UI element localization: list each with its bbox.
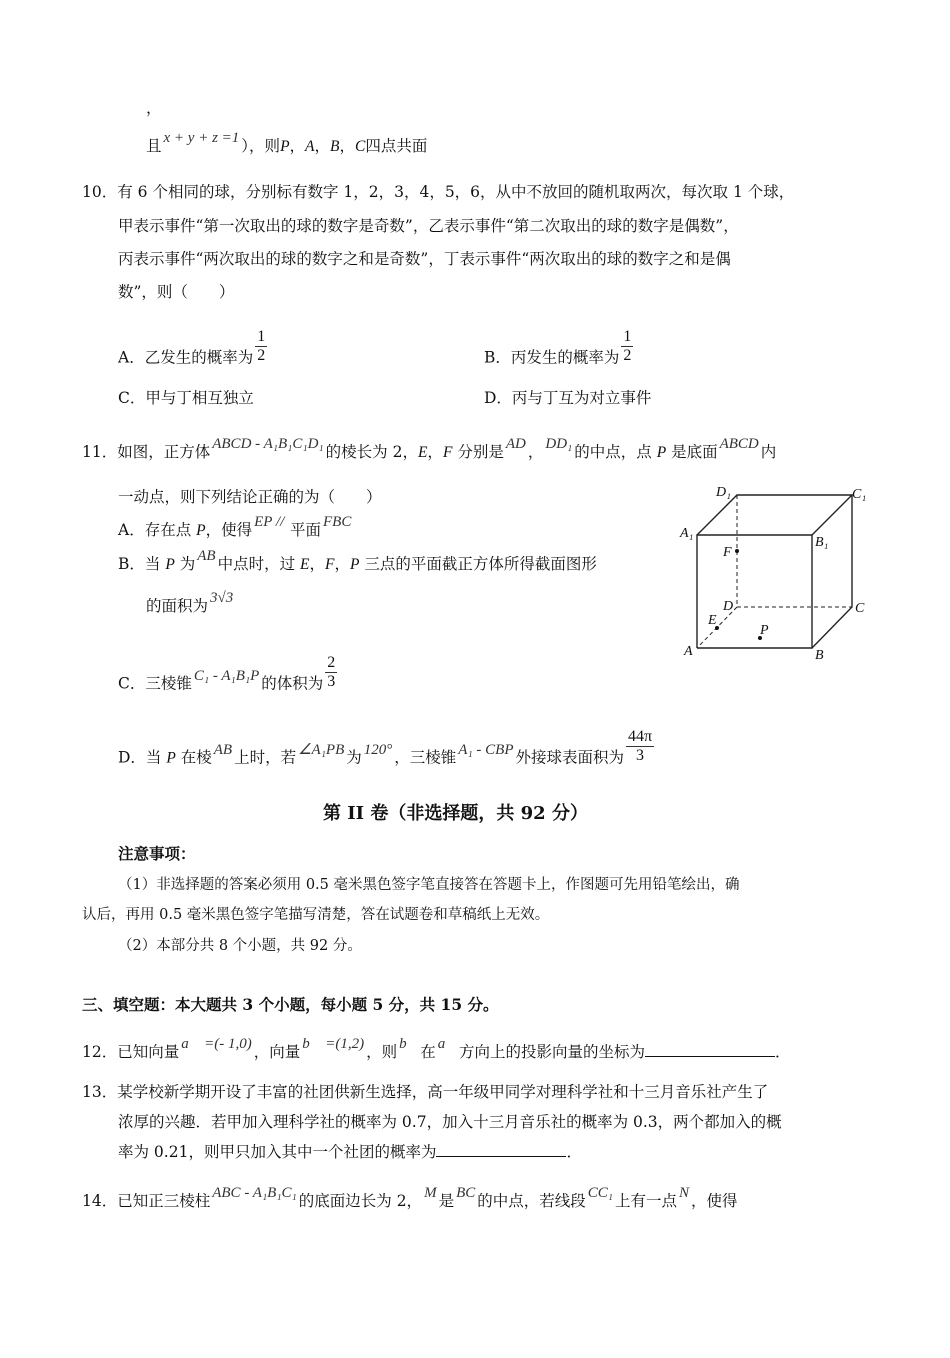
text: 中点时，过 (217, 555, 300, 573)
text: D．丙与丁互为对立事件 (484, 389, 652, 407)
math-expression: b⃗ (399, 1036, 419, 1052)
label-A: A (684, 644, 693, 659)
text: 上时，若 (234, 748, 297, 767)
q13 (118, 1112, 782, 1132)
text: 注意事项： (118, 844, 196, 863)
text: 的中点，点 (574, 443, 657, 461)
math-expression: 3√3 (210, 590, 234, 606)
label-D: D (723, 599, 734, 614)
math-expression: N (679, 1185, 690, 1201)
denominator: 3 (327, 673, 336, 690)
label-B: B (815, 648, 824, 663)
note-1 (82, 905, 549, 925)
q11-option-b (146, 590, 235, 617)
q13 (82, 1082, 768, 1102)
denominator: 3 (636, 747, 645, 764)
text: ），则 (241, 137, 281, 155)
q10-option-b (484, 328, 633, 377)
text: 三、填空题：本大题共 3 个小题，每小题 5 分，共 15 分。 (82, 995, 499, 1014)
text: ， (309, 555, 325, 573)
label-P: P (760, 623, 769, 638)
q10-stem (82, 182, 794, 202)
math-expression: DD₁ (545, 436, 573, 452)
text: 是 (438, 1192, 455, 1210)
text: 四点共面 (365, 137, 428, 155)
math-var: F (324, 556, 335, 573)
text: （2）本部分共 8 个小题，共 92 分。 (118, 938, 362, 954)
math-expression: ABCD - A₁B₁C₁D₁ (212, 436, 324, 452)
math-expression: EP // (254, 514, 288, 530)
text: ，三棱锥 (394, 748, 457, 767)
text: 13．某学校新学期开设了丰富的社团供新生选择，高一年级甲同学对理科学社和十三月音乐社产生了 (82, 1083, 769, 1101)
text: 的体积为 (261, 674, 324, 693)
text: 内 (760, 443, 777, 461)
text: 是底面 (666, 443, 718, 461)
q10-option-a (118, 328, 267, 377)
text: （1）非选择题的答案必须用 0.5 毫米黑色签字笔直接答在答题卡上，作图题可先用铅笔绘出，确 (118, 877, 740, 893)
math-var: E (300, 556, 310, 573)
text: 10．有 6 个相同的球，分别标有数字 1，2，3，4，5，6，从中不放回的随机取两次，每次取 1 个球， (82, 183, 795, 201)
text: B．丙发生的概率为 (484, 348, 620, 367)
math-var: F (442, 444, 453, 461)
text: ，使得 (205, 521, 253, 539)
text: 一动点，则下列结论正确的为（ ） (118, 488, 382, 506)
text: 数”，则（ ） (118, 283, 235, 301)
q12 (82, 1036, 791, 1063)
math-expression: ∠A₁PB (298, 741, 345, 758)
q10-stem (118, 216, 739, 236)
text: 的面积为 (146, 597, 209, 615)
math-var: P (349, 556, 360, 573)
text: 甲表示事件“第一次取出的球的数字是奇数”，乙表示事件“第二次取出的球的数字是偶数”， (118, 217, 739, 235)
stray-comma (146, 98, 162, 118)
text: 为 (174, 555, 196, 573)
q10-stem (118, 249, 731, 269)
text: A．乙发生的概率为 (118, 348, 254, 367)
answer-blank (645, 1042, 775, 1057)
q10-option-c (118, 388, 254, 408)
fraction (621, 328, 633, 365)
text: B．当 (118, 555, 166, 573)
note-1 (118, 875, 740, 895)
text: 在 (420, 1043, 436, 1061)
text: A．存在点 (118, 521, 197, 539)
math-var: E (417, 444, 428, 461)
text: C．甲与丁相互独立 (118, 389, 254, 407)
numerator: 2 (327, 654, 336, 671)
text: 方向上的投影向量的坐标为 (458, 1043, 645, 1061)
text: 14．已知正三棱柱 (82, 1192, 211, 1210)
math-expression: M (424, 1185, 437, 1201)
math-expression: ABCD (719, 436, 759, 452)
math-var: P (656, 444, 667, 461)
label-E: E (708, 613, 717, 628)
section-heading (82, 995, 499, 1015)
math-expression: b⃗ =(1,2) (302, 1036, 365, 1052)
text: 平面 (290, 521, 322, 539)
math-expression: BC (456, 1185, 476, 1201)
text: 11．如图，正方体 (82, 443, 211, 461)
math-expression: x + y + z =1 (163, 130, 240, 146)
text: 浓厚的兴趣．若甲加入理科学社的概率为 0.7，加入十三月音乐社的概率为 0.3，两个都加入的概 (118, 1113, 782, 1131)
cube-figure (670, 478, 880, 668)
math-var: P (280, 138, 290, 155)
label-B1: B₁ (815, 535, 829, 550)
math-var: B (330, 138, 340, 155)
math-var: C (355, 138, 366, 155)
text: ，则 (366, 1043, 398, 1061)
q11-stem (118, 487, 382, 507)
notes-heading (118, 844, 196, 864)
label-C: C (855, 601, 865, 616)
denominator: 2 (257, 347, 266, 364)
q11-option-c (118, 654, 337, 703)
math-var: P (166, 749, 176, 767)
q9-option-text (146, 130, 428, 157)
fraction (325, 654, 337, 691)
q14 (82, 1185, 738, 1212)
text: 率为 0.21，则甲只加入其中一个社团的概率为 (118, 1143, 437, 1161)
q10-option-d (484, 388, 651, 408)
fraction (255, 328, 267, 365)
math-expression: 120° (363, 741, 393, 758)
text: 的底面边长为 2， (298, 1192, 423, 1210)
text: ． (774, 1043, 791, 1061)
math-expression: AB (197, 548, 216, 564)
text: 的中点，若线段 (477, 1192, 586, 1210)
label-F: F (723, 545, 732, 560)
text: 分别是 (452, 443, 504, 461)
text: ． (566, 1143, 582, 1161)
q11-option-a (118, 514, 353, 541)
text: D．当 (118, 748, 167, 767)
text: 第 II 卷（非选择题，共 92 分） (323, 803, 588, 824)
text: 认后，再用 0.5 毫米黑色签字笔描写清楚，答在试题卷和草稿纸上无效。 (82, 907, 550, 923)
math-var: A (305, 138, 315, 155)
text: 12．已知向量 (82, 1043, 180, 1061)
q10-stem (118, 282, 234, 302)
math-expression: ABC - A₁B₁C₁ (212, 1185, 297, 1201)
text: C．三棱锥 (118, 674, 192, 693)
numerator: 1 (257, 328, 266, 345)
text: ，使得 (691, 1192, 738, 1210)
denominator: 2 (623, 347, 632, 364)
math-expression: C₁ - A₁B₁P (193, 667, 260, 684)
q11-stem (82, 436, 777, 463)
text: ， (339, 137, 356, 155)
text: ， (289, 137, 306, 155)
numerator: 44π (628, 728, 653, 745)
text: 外接球表面积为 (515, 748, 625, 767)
text: 在棱 (175, 748, 212, 767)
text: 为 (346, 748, 362, 767)
text: ， (427, 443, 443, 461)
text: ， (527, 443, 544, 461)
text: ， (146, 99, 162, 117)
text: ，向量 (253, 1043, 301, 1061)
q13 (118, 1142, 582, 1162)
text: ， (314, 137, 331, 155)
math-expression: a⃗ (437, 1036, 457, 1052)
text: 上有一点 (615, 1192, 678, 1210)
math-var: P (165, 556, 175, 573)
text: ， (334, 555, 350, 573)
text: 的棱长为 2， (325, 443, 418, 461)
fraction (626, 728, 654, 765)
math-expression: AB (213, 741, 233, 758)
math-expression: FBC (323, 514, 352, 530)
label-D1: D₁ (716, 485, 731, 500)
q11-option-b (118, 548, 597, 575)
math-expression: a⃗ =(- 1,0) (181, 1036, 252, 1052)
label-A1: A₁ (680, 526, 694, 541)
note-2 (118, 936, 362, 956)
answer-blank (436, 1142, 566, 1157)
math-expression: A₁ - CBP (458, 741, 514, 758)
label-C1: C₁ (852, 487, 867, 502)
math-expression: AD (505, 436, 526, 452)
math-var: P (196, 522, 206, 539)
text: 且 (146, 137, 162, 155)
text: 三点的平面截正方体所得截面图形 (359, 555, 597, 573)
numerator: 1 (623, 328, 632, 345)
text: 丙表示事件“两次取出的球的数字之和是奇数”，丁表示事件“两次取出的球的数字之和是偶 (118, 250, 731, 268)
section-heading (323, 804, 588, 824)
math-expression: CC₁ (587, 1185, 613, 1201)
